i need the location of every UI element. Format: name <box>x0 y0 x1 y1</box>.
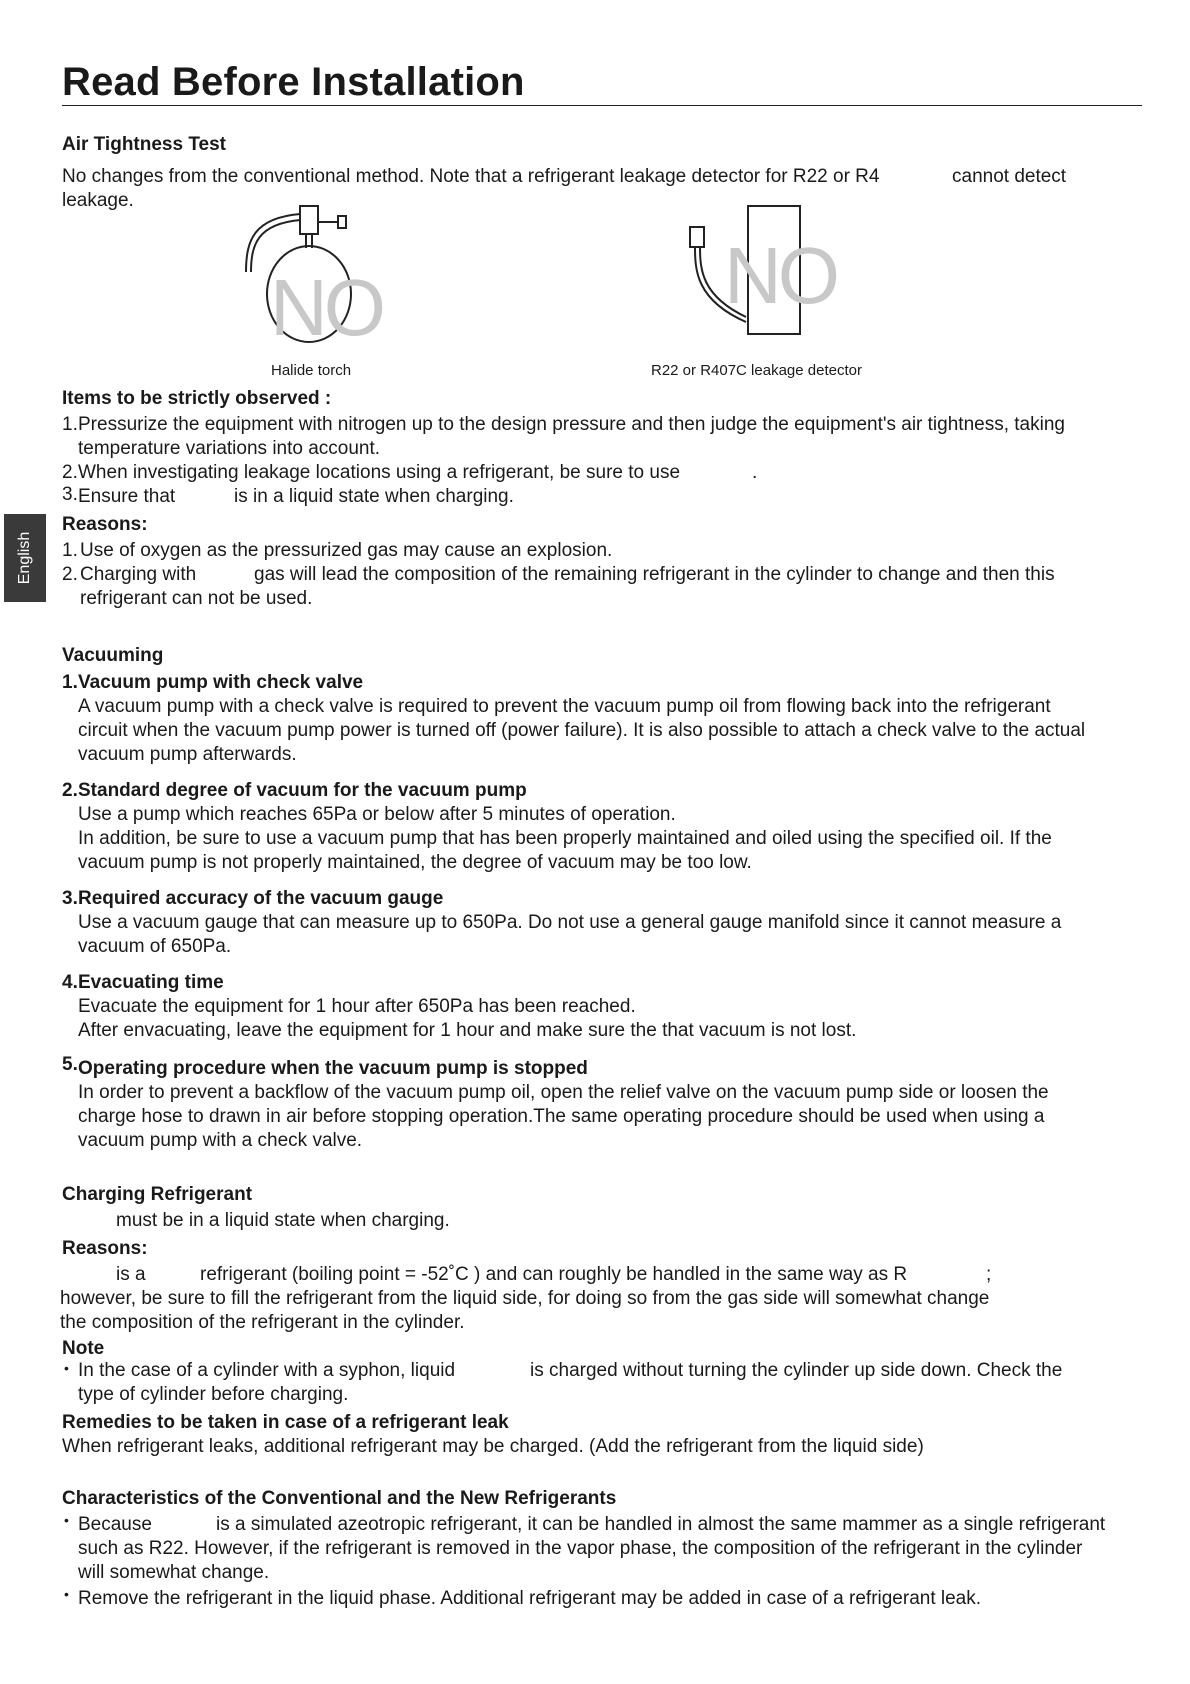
observed-3-line1b: is in a liquid state when charging. <box>234 486 514 507</box>
vacuum-item-1-line2: circuit when the vacuum pump power is turned off (power failure). It is also possible to attach a check valve to the actual <box>78 720 1086 741</box>
halide-torch-no-overlay: NO <box>270 263 382 352</box>
characteristics-b1-a: Because <box>78 1514 152 1535</box>
vacuum-item-4-num: 4. <box>62 972 78 993</box>
leakage-detector-caption: R22 or R407C leakage detector <box>651 362 862 379</box>
charging-note-heading: Note <box>62 1338 105 1359</box>
observed-2-line1: When investigating leakage locations using a refrigerant, be sure to use <box>78 462 681 483</box>
charging-reasons-heading: Reasons: <box>62 1238 148 1259</box>
observed-1-num: 1. <box>62 414 78 435</box>
vacuum-item-1-line1: A vacuum pump with a check valve is required to prevent the vacuum pump oil from flowing back into the refrigerant <box>78 696 1051 717</box>
vacuum-item-3-title: Required accuracy of the vacuum gauge <box>78 888 444 909</box>
air-reason-1-num: 1. <box>62 540 78 561</box>
air-tightness-intro-a: No changes from the conventional method. Note that a refrigerant leakage detector for R22 or R4 <box>62 166 880 187</box>
vacuum-item-2-num: 2. <box>62 780 78 801</box>
air-tightness-intro-line2: leakage. <box>62 190 134 211</box>
air-reason-2-num: 2. <box>62 564 78 585</box>
characteristics-b1-b: is a simulated azeotropic refrigerant, it can be handled in almost the same mammer as a single refrigerant <box>216 1514 1106 1535</box>
air-reason-2-line1a: Charging with <box>80 564 197 585</box>
characteristics-bullet-2: • <box>64 1586 69 1602</box>
vacuum-item-2-line3: vacuum pump is not properly maintained, the degree of vacuum may be too low. <box>78 852 752 873</box>
vacuum-item-2-line1: Use a pump which reaches 65Pa or below after 5 minutes of operation. <box>78 804 676 825</box>
vacuum-item-3-line2: vacuum of 650Pa. <box>78 936 232 957</box>
vacuum-item-3-num: 3. <box>62 888 78 909</box>
leakage-detector-no-overlay: NO <box>724 231 836 320</box>
charging-reason-line2: however, be sure to fill the refrigerant from the liquid side, for doing so from the gas side will somewhat change <box>60 1288 990 1309</box>
vacuum-item-5-num: 5. <box>62 1054 78 1075</box>
characteristics-b1-line2: such as R22. However, if the refrigerant is removed in the vapor phase, the composition of the refrigerant in the cylinder <box>78 1538 1083 1559</box>
vacuum-item-5-line2: charge hose to drawn in air before stopping operation.The same operating procedure should be used when using a <box>78 1106 1045 1127</box>
air-tightness-intro-b: cannot detect <box>952 166 1067 187</box>
vacuum-item-4-line2: After envacuating, leave the equipment for 1 hour and make sure the that vacuum is not lost. <box>78 1020 857 1041</box>
characteristics-b2: Remove the refrigerant in the liquid phase. Additional refrigerant may be added in case of a refrigerant leak. <box>78 1588 982 1609</box>
charging-reason-a: is a <box>116 1264 146 1285</box>
vacuum-item-5-line3: vacuum pump with a check valve. <box>78 1130 363 1151</box>
vacuum-item-5-line1: In order to prevent a backflow of the vacuum pump oil, open the relief valve on the vacuum pump side or loosen the <box>78 1082 1049 1103</box>
charging-note-b: is charged without turning the cylinder up side down. Check the <box>530 1360 1063 1381</box>
vacuum-item-1-line3: vacuum pump afterwards. <box>78 744 297 765</box>
observed-1-line2: temperature variations into account. <box>78 438 381 459</box>
charging-note-line2: type of cylinder before charging. <box>78 1384 349 1405</box>
vacuum-item-4-line1: Evacuate the equipment for 1 hour after 650Pa has been reached. <box>78 996 636 1017</box>
vacuum-item-2-line2: In addition, be sure to use a vacuum pump that has been properly maintained and oiled using the specified oil. If the <box>78 828 1052 849</box>
vacuum-item-1-title: Vacuum pump with check valve <box>78 672 364 693</box>
charging-reason-b: refrigerant (boiling point = -52˚C ) and can roughly be handled in the same way as R <box>200 1264 908 1285</box>
language-tab-label: English <box>16 531 33 585</box>
vacuum-item-1-num: 1. <box>62 672 78 693</box>
page-title: Read Before Installation <box>62 60 525 104</box>
vacuum-item-4-title: Evacuating time <box>78 972 224 993</box>
air-reason-1-line1: Use of oxygen as the pressurized gas may cause an explosion. <box>80 540 613 561</box>
observed-3-line1a: Ensure that <box>78 486 176 507</box>
vacuum-item-5-title: Operating procedure when the vacuum pump is stopped <box>78 1058 588 1079</box>
vacuum-item-2-title: Standard degree of vacuum for the vacuum pump <box>78 780 527 801</box>
title-rule <box>62 105 1142 106</box>
characteristics-heading: Characteristics of the Conventional and the New Refrigerants <box>62 1488 617 1509</box>
observed-heading: Items to be strictly observed : <box>62 388 332 409</box>
characteristics-b1-line3: will somewhat change. <box>78 1562 270 1583</box>
remedies-line: When refrigerant leaks, additional refrigerant may be charged. (Add the refrigerant from the liquid side) <box>62 1436 924 1457</box>
air-reason-2-line1b: gas will lead the composition of the remaining refrigerant in the cylinder to change and then this <box>254 564 1055 585</box>
charging-reason-c: ; <box>986 1264 992 1285</box>
halide-torch-caption: Halide torch <box>271 362 352 379</box>
charging-heading: Charging Refrigerant <box>62 1184 253 1205</box>
charging-note-a: In the case of a cylinder with a syphon, liquid <box>78 1360 456 1381</box>
characteristics-bullet-1: • <box>64 1512 69 1528</box>
charging-line: must be in a liquid state when charging. <box>116 1210 450 1231</box>
air-tightness-heading: Air Tightness Test <box>62 134 226 155</box>
observed-2-tail: . <box>752 462 758 483</box>
observed-2-num: 2. <box>62 462 78 483</box>
vacuuming-heading: Vacuuming <box>62 645 164 666</box>
language-tab <box>4 514 46 602</box>
note-bullet: • <box>64 1360 69 1376</box>
remedies-heading: Remedies to be taken in case of a refrigerant leak <box>62 1412 509 1433</box>
air-reason-2-line2: refrigerant can not be used. <box>80 588 313 609</box>
observed-3-num: 3. <box>62 484 78 505</box>
vacuum-item-3-line1: Use a vacuum gauge that can measure up to 650Pa. Do not use a general gauge manifold since it cannot measure a <box>78 912 1062 933</box>
charging-reason-line3: the composition of the refrigerant in the cylinder. <box>60 1312 465 1333</box>
observed-1-line1: Pressurize the equipment with nitrogen up to the design pressure and then judge the equipment's air tightness, taking <box>78 414 1065 435</box>
air-reasons-heading: Reasons: <box>62 514 148 535</box>
